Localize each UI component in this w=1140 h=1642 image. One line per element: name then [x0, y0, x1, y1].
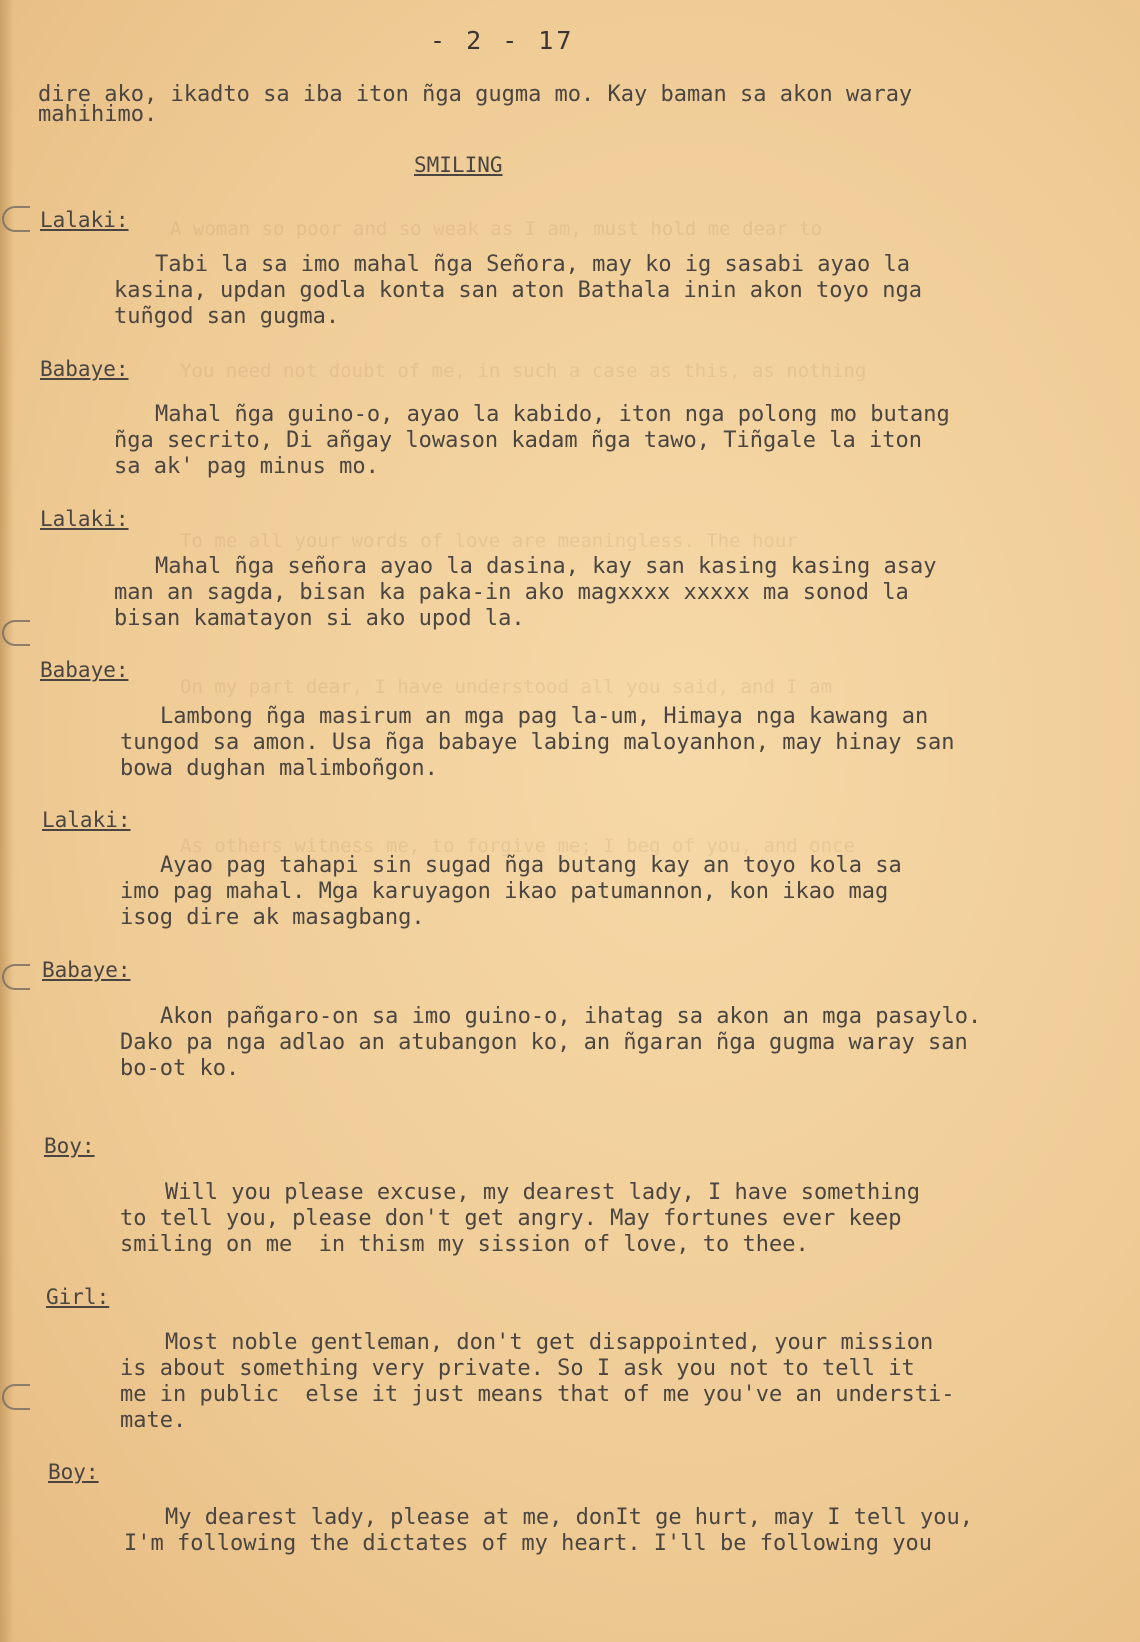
dialogue-line: me in public else it just means that of me you've an understi- — [120, 1382, 955, 1407]
dialogue-line: Tabi la sa imo mahal ñga Señora, may ko ig sasabi ayao la — [155, 252, 910, 277]
bleed-through-text: You need not doubt of me, in such a case as this, as nothing — [180, 360, 867, 382]
dialogue-line: My dearest lady, please at me, donIt ge hurt, may I tell you, — [165, 1505, 973, 1530]
speaker-label: Girl: — [46, 1285, 110, 1309]
dialogue-line: kasina, updan godla konta san aton Bathala inin akon toyo nga — [114, 278, 922, 303]
bleed-through-text: As others witness me, to forgive me; I beg of you, and once — [180, 835, 855, 857]
section-title: SMILING — [414, 153, 503, 177]
dialogue-line: mate. — [120, 1408, 187, 1433]
dialogue-line: Will you please excuse, my dearest lady, I have something — [165, 1180, 920, 1205]
binding-hole — [2, 206, 30, 232]
intro-line: dire ako, ikadto sa iba iton ñga gugma mo. Kay baman sa akon waray — [38, 82, 913, 107]
dialogue-line: imo pag mahal. Mga karuyagon ikao patumannon, kon ikao mag — [120, 879, 889, 904]
dialogue-line: Most noble gentleman, don't get disappointed, your mission — [165, 1330, 934, 1355]
dialogue-line: tuñgod san gugma. — [114, 304, 340, 329]
dialogue-line: Ayao pag tahapi sin sugad ñga butang kay an toyo kola sa — [160, 853, 902, 878]
intro-line: mahihimo. — [38, 102, 158, 127]
speaker-label: Boy: — [48, 1460, 99, 1484]
speaker-label: Babaye: — [42, 958, 131, 982]
speaker-label: Babaye: — [40, 658, 129, 682]
speaker-label: Lalaki: — [42, 808, 131, 832]
bleed-through-text: A woman so poor and so weak as I am, must hold me dear to — [170, 218, 823, 240]
binding-hole — [2, 1384, 30, 1410]
dialogue-line: I'm following the dictates of my heart. I'll be following you — [124, 1531, 932, 1556]
dialogue-line: isog dire ak masagbang. — [120, 905, 425, 930]
dialogue-line: man an sagda, bisan ka paka-in ako magxxxx xxxxx ma sonod la — [114, 580, 909, 605]
speaker-label: Babaye: — [40, 357, 129, 381]
dialogue-line: bowa dughan malimboñgon. — [120, 756, 438, 781]
dialogue-line: bo-ot ko. — [120, 1056, 240, 1081]
binding-hole — [2, 964, 30, 990]
speaker-label: Lalaki: — [40, 208, 129, 232]
dialogue-line: Mahal ñga guino-o, ayao la kabido, iton nga polong mo butang — [155, 402, 950, 427]
speaker-label: Boy: — [44, 1134, 95, 1158]
dialogue-line: sa ak' pag minus mo. — [114, 454, 379, 479]
bleed-through-text: On my part dear, I have understood all you said, and I am — [180, 676, 833, 698]
dialogue-line: tungod sa amon. Usa ñga babaye labing maloyanhon, may hinay san — [120, 730, 955, 755]
dialogue-line: is about something very private. So I ask you not to tell it — [120, 1356, 915, 1381]
dialogue-line: smiling on me in thism my sission of love, to thee. — [120, 1232, 809, 1257]
bleed-through-text: To me all your words of love are meaningless. The hour — [180, 530, 798, 552]
dialogue-line: bisan kamatayon si ako upod la. — [114, 606, 525, 631]
dialogue-line: to tell you, please don't get angry. May fortunes ever keep — [120, 1206, 902, 1231]
dialogue-line: Dako pa nga adlao an atubangon ko, an ñgaran ñga gugma waray san — [120, 1030, 968, 1055]
speaker-label: Lalaki: — [40, 507, 129, 531]
dialogue-line: Mahal ñga señora ayao la dasina, kay san kasing kasing asay — [155, 554, 937, 579]
dialogue-line: Lambong ñga masirum an mga pag la-um, Himaya nga kawang an — [160, 704, 929, 729]
binding-hole — [2, 620, 30, 646]
page-number: - 2 - 17 — [430, 26, 575, 55]
dialogue-line: ñga secrito, Di añgay lowason kadam ñga tawo, Tiñgale la iton — [114, 428, 922, 453]
dialogue-line: Akon pañgaro-on sa imo guino-o, ihatag sa akon an mga pasaylo. — [160, 1004, 982, 1029]
